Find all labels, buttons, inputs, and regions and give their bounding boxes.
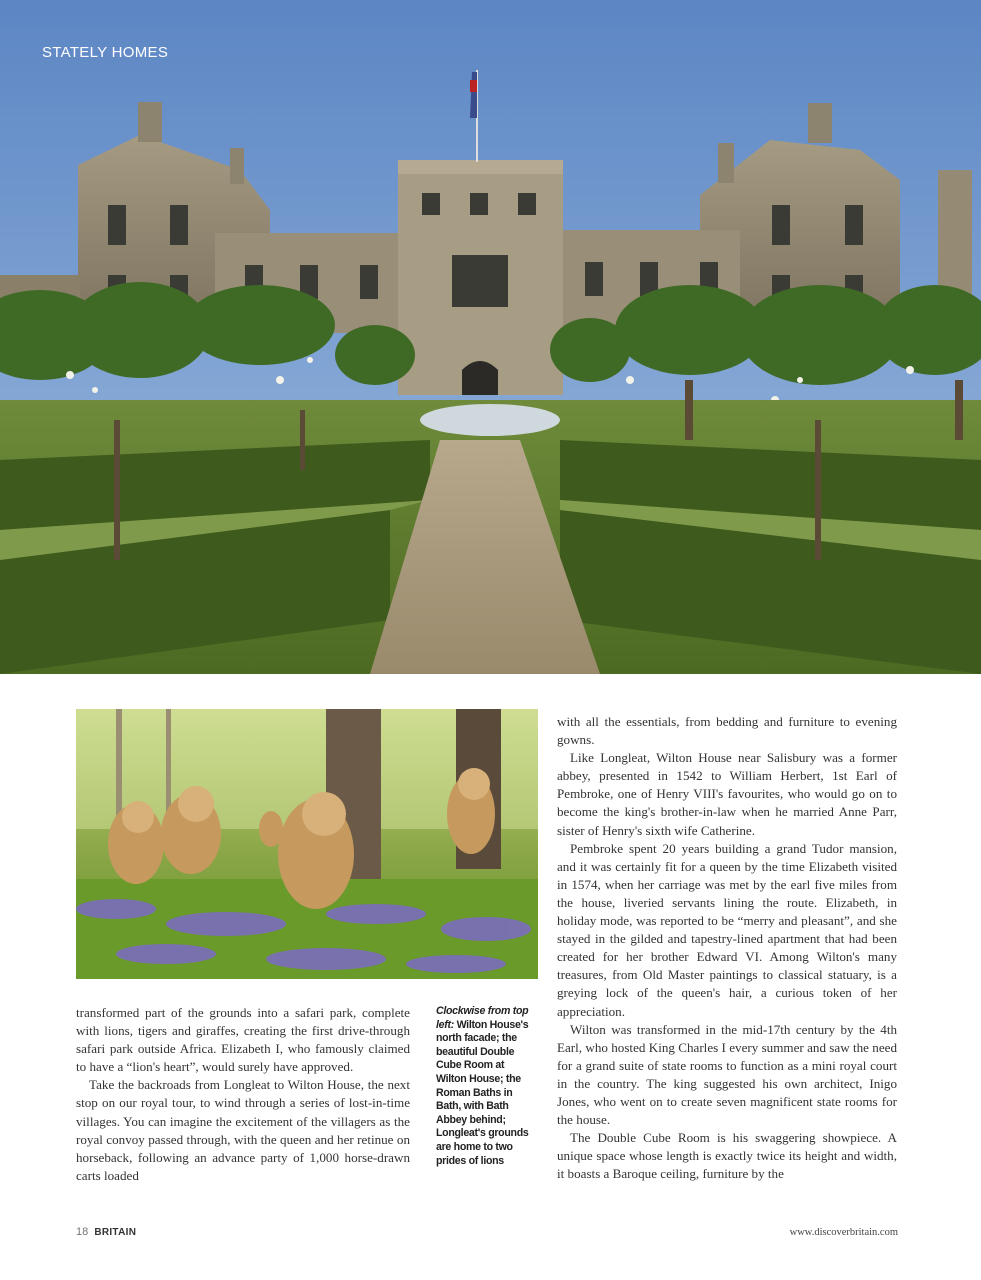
paragraph: with all the essentials, from bedding and furniture to evening gowns. xyxy=(557,714,897,748)
photo-caption xyxy=(436,1005,536,1168)
page-number: 18 xyxy=(76,1226,89,1238)
paragraph: Take the backroads from Longleat to Wilton House, the next stop on our royal tour, to wind through a series of lost-in-time villages. You can imagine the excitement of the villagers as the royal convoy passed through, with the queen and her retinue on horseback, following an advance party of 1,000 horse-drawn carts loaded xyxy=(76,1077,410,1183)
paragraph: Like Longleat, Wilton House near Salisbury was a former abbey, presented in 1542 to William Herbert, 1st Earl of Pembroke, one of Henry VIII's favourites, who would go on to become the king's brother-in-law when he married Anne Parr, sister of Henry's sixth wife Catherine. xyxy=(557,750,897,838)
caption-body: Wilton House's north facade; the beautiful Double Cube Room at Wilton House; the Roman Baths in Bath, with Bath Abbey behind; Longleat's grounds are home to two prides of lions xyxy=(436,1018,529,1167)
paragraph: Pembroke spent 20 years building a grand Tudor mansion, and it was certainly fit for a queen by the time Elizabeth visited in 1574, when her carriage was met by the earl five miles from the house, liveried servants lining the route. Elizabeth, in holiday mode, was reported to be “merry and pleasant”, and she stayed in the gilded and tapestry-lined apartment that had been created for her brother Edward VI. Among Wilton's many treasures, from Old Master paintings to classical statuary, is a greying lock of the queen's hair, a curious token of her appreciation. xyxy=(557,840,897,1019)
caption-lead: Clockwise from top left: xyxy=(436,1005,529,1031)
article-column-left xyxy=(76,1004,410,1185)
website-url[interactable]: www.discoverbritain.com xyxy=(789,1227,898,1238)
section-tag: STATELY HOMES xyxy=(42,44,169,61)
inset-photo-lions xyxy=(76,709,538,979)
paragraph: Wilton was transformed in the mid-17th century by the 4th Earl, who hosted King Charles I every summer and saw the need for a grand suite of state rooms to function as a mini royal court in the country. The king suggested his own architect, Inigo Jones, who went on to create seven magnificent state rooms for the house. xyxy=(557,1021,897,1128)
paragraph: The Double Cube Room is his swaggering showpiece. A unique space whose length is exactly twice its height and width, it boasts a Baroque ceiling, furniture by the xyxy=(557,1130,897,1182)
article-column-right xyxy=(557,713,897,1183)
lions-photo xyxy=(76,709,538,979)
paragraph: transformed part of the grounds into a safari park, complete with lions, tigers and giraffes, creating the first drive-through safari park outside Africa. Elizabeth I, who famously claimed to have a “lion's heart”, would surely have approved. xyxy=(76,1005,410,1075)
page-footer-left xyxy=(76,1226,136,1238)
magazine-name: BRITAIN xyxy=(94,1227,137,1238)
